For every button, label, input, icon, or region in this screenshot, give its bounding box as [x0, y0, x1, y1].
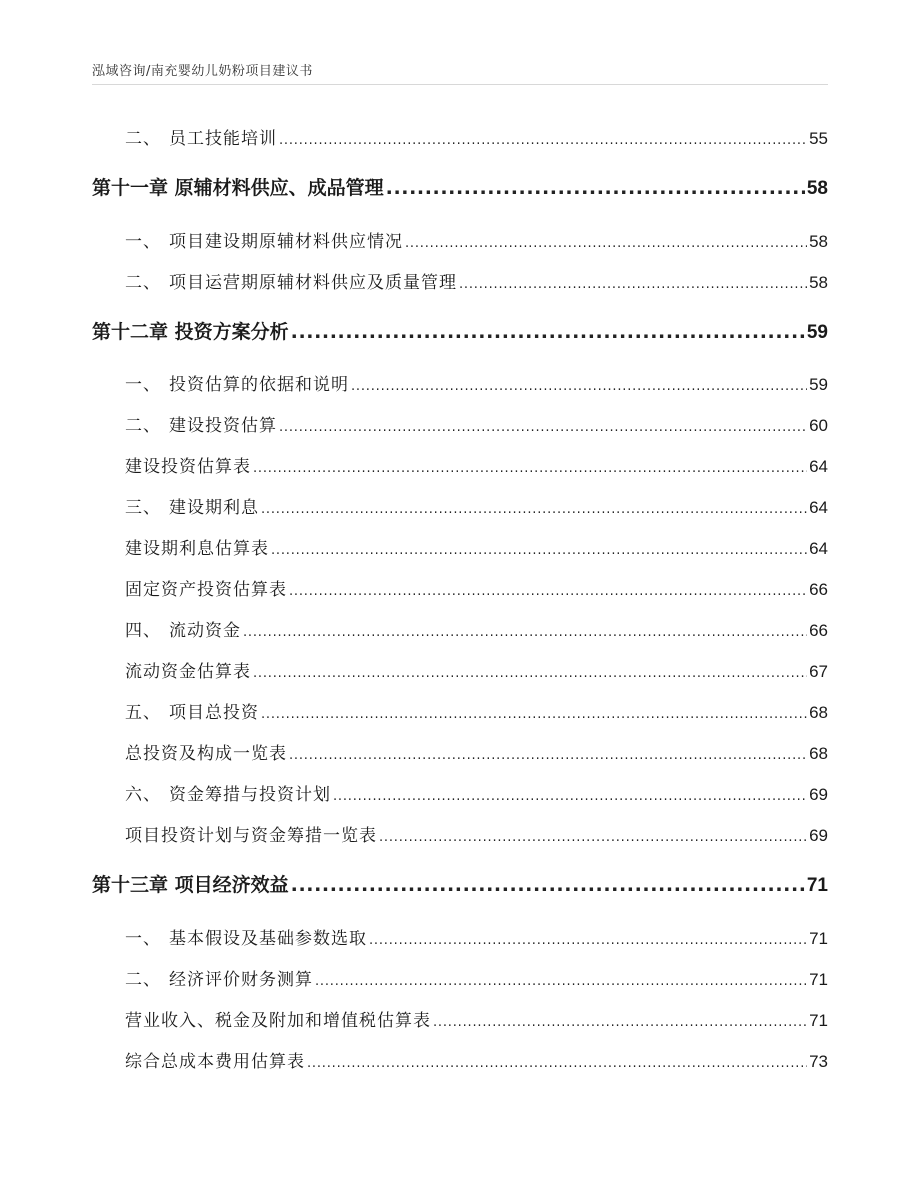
toc-entry-number: 六、: [125, 785, 161, 805]
toc-entry-page: 68: [809, 703, 828, 722]
toc-entry-number: 三、: [125, 498, 161, 518]
toc-entry-title: 经济评价财务测算: [169, 970, 313, 990]
toc-entry-page: 71: [809, 1011, 828, 1030]
dot-leader: [253, 666, 807, 681]
toc-entry-title: 流动资金: [169, 621, 241, 641]
toc-entry-title: 建设投资估算表: [125, 457, 251, 477]
toc-table-entry[interactable]: [125, 1006, 828, 1031]
toc-entry-page: 69: [809, 785, 828, 804]
toc-entry-title: 项目运营期原辅材料供应及质量管理: [169, 273, 457, 293]
toc-entry[interactable]: [125, 124, 828, 149]
toc-chapter-title: 第十一章 原辅材料供应、成品管理: [92, 177, 384, 199]
toc-entry-title: 投资估算的依据和说明: [169, 375, 349, 395]
toc-entry-number: 四、: [125, 621, 161, 641]
toc-entry-page: 64: [809, 498, 828, 517]
toc-table-entry[interactable]: [125, 657, 828, 682]
toc-entry-label: [125, 493, 259, 518]
toc-entry-title: 项目建设期原辅材料供应情况: [169, 232, 403, 252]
dot-leader: [433, 1015, 807, 1030]
toc-entry-page: 58: [809, 232, 828, 251]
toc-chapter[interactable]: [92, 870, 828, 897]
toc-table-entry[interactable]: [125, 534, 828, 559]
toc-entry-number: 一、: [125, 929, 161, 949]
toc-chapter-title: 第十三章 项目经济效益: [92, 874, 289, 896]
dot-leader: [379, 830, 807, 845]
dot-leader: [315, 974, 807, 989]
toc-entry-title: 员工技能培训: [169, 129, 277, 149]
toc-entry-label: [125, 924, 367, 949]
toc-chapter-page: 71: [806, 875, 828, 896]
dot-leader: [279, 420, 807, 435]
toc-entry[interactable]: [125, 370, 828, 395]
toc-entry-page: 73: [809, 1052, 828, 1071]
toc-entry-page: 66: [809, 580, 828, 599]
toc-entry-title: 流动资金估算表: [125, 662, 251, 682]
toc-entry-label: [125, 268, 457, 293]
dot-leader: [279, 133, 807, 148]
toc-entry[interactable]: [125, 411, 828, 436]
toc-entry-title: 建设期利息: [169, 498, 259, 518]
toc-entry-number: 一、: [125, 375, 161, 395]
toc-entry-label: [125, 227, 403, 252]
toc-entry-label: [125, 616, 241, 641]
toc-entry-number: 五、: [125, 703, 161, 723]
toc-entry[interactable]: [125, 227, 828, 252]
dot-leader: [405, 236, 807, 251]
toc-entry-title: 固定资产投资估算表: [125, 580, 287, 600]
toc-entry[interactable]: [125, 493, 828, 518]
dot-leader: [271, 543, 807, 558]
toc-entry-title: 资金筹措与投资计划: [169, 785, 331, 805]
dot-leader: [307, 1056, 807, 1071]
dot-leader: [243, 625, 807, 640]
toc-entry-page: 71: [809, 970, 828, 989]
toc-entry-title: 营业收入、税金及附加和增值税估算表: [125, 1011, 431, 1031]
dot-leader: [253, 461, 807, 476]
toc-entry[interactable]: [125, 616, 828, 641]
running-header: 泓域咨询/南充婴幼儿奶粉项目建议书: [92, 64, 313, 79]
toc-entry-title: 项目总投资: [169, 703, 259, 723]
toc-entry-title: 基本假设及基础参数选取: [169, 929, 367, 949]
toc-table-entry[interactable]: [125, 739, 828, 764]
toc-entry-label: [125, 411, 277, 436]
dot-leader: [261, 707, 807, 722]
dot-leader: [289, 748, 807, 763]
toc-entry-label: [125, 780, 331, 805]
toc-entry-page: 64: [809, 457, 828, 476]
toc-table-entry[interactable]: [125, 452, 828, 477]
toc-entry[interactable]: [125, 268, 828, 293]
toc-entry-number: 二、: [125, 129, 161, 149]
toc-entry-page: 69: [809, 826, 828, 845]
toc-entry-label: [125, 124, 277, 149]
toc-entry-title: 综合总成本费用估算表: [125, 1052, 305, 1072]
dot-leader: [386, 177, 805, 199]
toc-chapter[interactable]: [92, 317, 828, 344]
toc-entry[interactable]: [125, 780, 828, 805]
toc-entry[interactable]: [125, 924, 828, 949]
toc-entry-page: 71: [809, 929, 828, 948]
toc-entry[interactable]: [125, 698, 828, 723]
dot-leader: [369, 933, 807, 948]
toc-entry-title: 项目投资计划与资金筹措一览表: [125, 826, 377, 846]
toc-entry-number: 二、: [125, 970, 161, 990]
toc-table-entry[interactable]: [125, 575, 828, 600]
toc-entry-number: 二、: [125, 273, 161, 293]
dot-leader: [261, 502, 807, 517]
toc-chapter-page: 58: [806, 178, 828, 199]
toc-entry-page: 59: [809, 375, 828, 394]
toc-entry-number: 一、: [125, 232, 161, 252]
dot-leader: [291, 321, 805, 343]
toc-table-entry[interactable]: [125, 821, 828, 846]
dot-leader: [289, 584, 807, 599]
toc-entry-title: 总投资及构成一览表: [125, 744, 287, 764]
toc-entry-page: 67: [809, 662, 828, 681]
toc-entry-page: 66: [809, 621, 828, 640]
toc-entry-title: 建设期利息估算表: [125, 539, 269, 559]
toc-entry[interactable]: [125, 965, 828, 990]
toc-entry-page: 68: [809, 744, 828, 763]
toc-entry-title: 建设投资估算: [169, 416, 277, 436]
dot-leader: [291, 874, 805, 896]
dot-leader: [459, 277, 807, 292]
toc-entry-number: 二、: [125, 416, 161, 436]
toc-chapter[interactable]: [92, 173, 828, 200]
toc-entry-label: [125, 370, 349, 395]
toc-table-entry[interactable]: [125, 1047, 828, 1072]
toc-entry-label: [125, 698, 259, 723]
toc-entry-label: [125, 965, 313, 990]
dot-leader: [333, 789, 807, 804]
dot-leader: [351, 379, 807, 394]
toc-entry-page: 64: [809, 539, 828, 558]
toc-entry-page: 55: [809, 129, 828, 148]
toc-chapter-title: 第十二章 投资方案分析: [92, 321, 289, 343]
toc-entry-page: 60: [809, 416, 828, 435]
toc-chapter-page: 59: [806, 322, 828, 343]
toc-entry-page: 58: [809, 273, 828, 292]
